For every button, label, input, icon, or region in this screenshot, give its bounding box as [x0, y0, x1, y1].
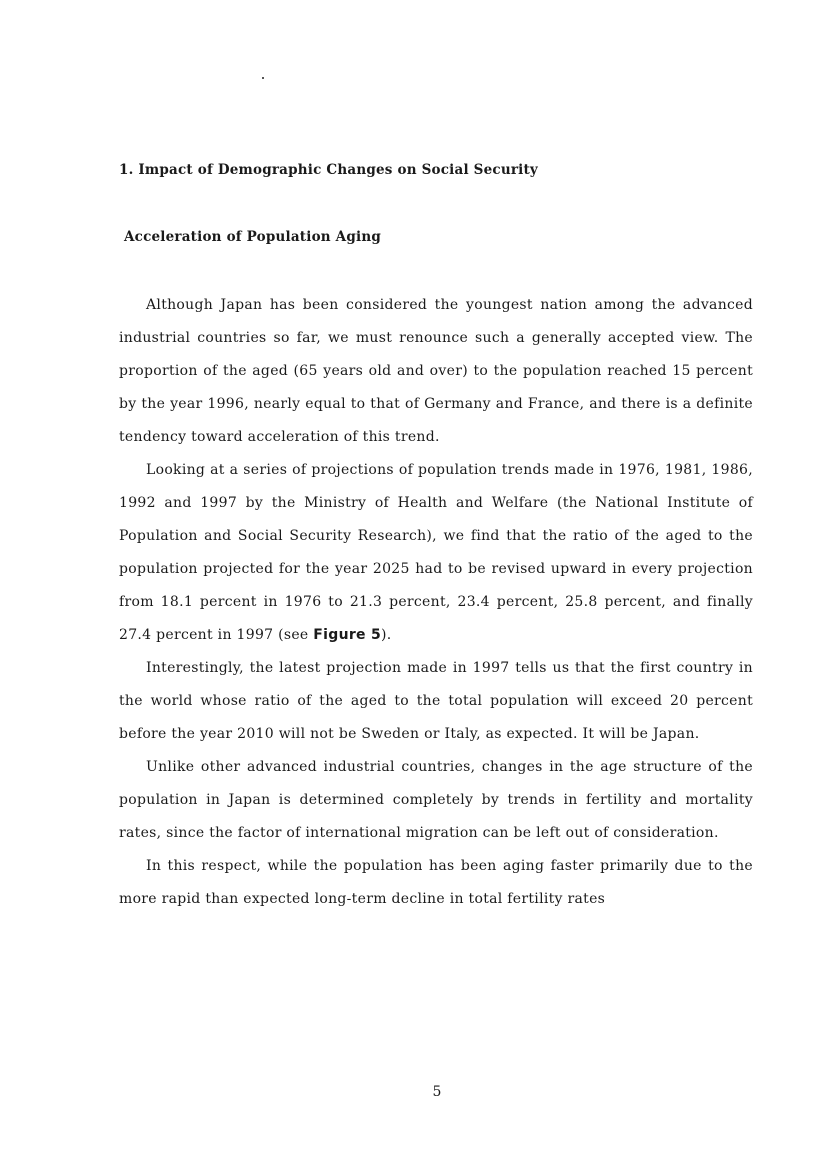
paragraph-1: Although Japan has been considered the youngest nation among the advanced industrial countries so far, we must renounce such a generally accepted view. The proportion of the aged (65 years old and over) to the population reached 15 percent by the year 1996, nearly equal to that of Germany and France, and there is a definite tendency toward acceleration of this trend.	[119, 297, 753, 445]
paragraph-2-text-after: ).	[381, 627, 392, 643]
body-text	[119, 289, 753, 916]
scan-speck	[262, 77, 264, 79]
paragraph-3: Interestingly, the latest projection made in 1997 tells us that the first country in the world whose ratio of the aged to the total population will exceed 20 percent before the year 2010 will not be Sweden or Italy, as expected. It will be Japan.	[119, 660, 753, 742]
sub-heading: Acceleration of Population Aging	[124, 229, 381, 245]
paragraph-2	[119, 454, 753, 652]
page-number: 5	[432, 1084, 442, 1100]
figure-reference: Figure 5	[313, 627, 382, 643]
paragraph-4: Unlike other advanced industrial countries, changes in the age structure of the population in Japan is determined completely by trends in fertility and mortality rates, since the factor of international migration can be left out of consideration.	[119, 759, 753, 841]
paragraph-2-text-before: Looking at a series of projections of population trends made in 1976, 1981, 1986, 1992 and 1997 by the Ministry of Health and Welfare (the National Institute of Population and Social Security Research), we find that the ratio of the aged to the population projected for the year 2025 had to be revised upward in every projection from 18.1 percent in 1976 to 21.3 percent, 23.4 percent, 25.8 percent, and finally 27.4 percent in 1997 (see	[119, 462, 753, 643]
section-heading: 1. Impact of Demographic Changes on Social Security	[119, 162, 538, 178]
paragraph-5: In this respect, while the population has been aging faster primarily due to the more rapid than expected long-term decline in total fertility rates	[119, 858, 753, 907]
